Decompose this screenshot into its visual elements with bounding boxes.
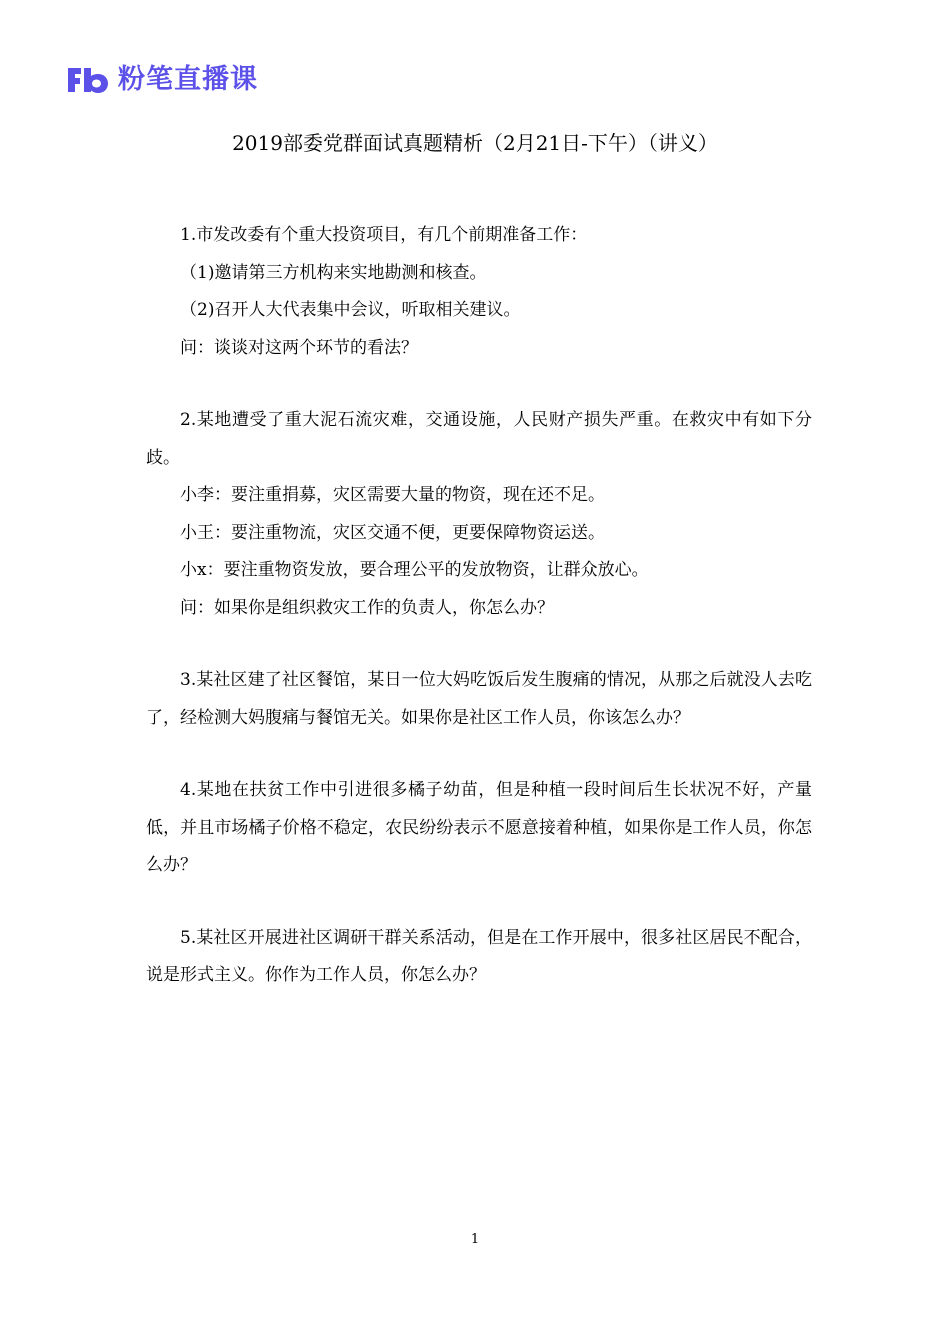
- brand-logo: [66, 62, 258, 98]
- logo-text: 粉笔直播课: [118, 64, 258, 95]
- question-4-text: 4.某地在扶贫工作中引进很多橘子幼苗，但是种植一段时间后生长状况不好，产量低，并且市场橘子价格不稳定，农民纷纷表示不愿意接着种植，如果你是工作人员，你怎么办？: [146, 780, 812, 875]
- question-1-item-2: （2)召开人大代表集中会议，听取相关建议。: [180, 300, 521, 320]
- document-body: [146, 217, 812, 1030]
- question-1-ask: 问：谈谈对这两个环节的看法？: [180, 337, 418, 358]
- question-1-stem: 1.市发改委有个重大投资项目，有几个前期准备工作：: [180, 225, 588, 245]
- question-1-item-1: （1)邀请第三方机构来实地勘测和核查。: [180, 262, 487, 283]
- question-3-text: 3.某社区建了社区餐馆，某日一位大妈吃饭后发生腹痛的情况，从那之后就没人去吃了，经检测大妈腹痛与餐馆无关。如果你是社区工作人员，你该怎么办？: [146, 670, 812, 728]
- question-2-opinion-1: 小李：要注重捐募，灾区需要大量的物资，现在还不足。: [180, 485, 605, 505]
- question-2-stem: 2.某地遭受了重大泥石流灾难，交通设施，人民财产损失严重。在救灾中有如下分歧。: [146, 410, 812, 468]
- question-4: [146, 772, 812, 885]
- question-2-opinion-3: 小x：要注重物资发放，要合理公平的发放物资，让群众放心。: [180, 560, 649, 580]
- fb-logo-icon: [66, 64, 110, 96]
- question-3: [146, 662, 812, 737]
- question-2: [146, 402, 812, 627]
- page-title: 2019部委党群面试真题精析（2月21日-下午）（讲义）: [232, 131, 718, 155]
- page-number: 1: [470, 1232, 480, 1247]
- question-1: [146, 217, 812, 367]
- question-2-opinion-2: 小王：要注重物流，灾区交通不便，更要保障物资运送。: [180, 522, 605, 543]
- question-5: [146, 920, 812, 995]
- question-2-ask: 问：如果你是组织救灾工作的负责人，你怎么办？: [180, 597, 554, 618]
- question-5-text: 5.某社区开展进社区调研干群关系活动，但是在工作开展中，很多社区居民不配合，说是形式主义。你作为工作人员，你怎么办？: [146, 927, 812, 985]
